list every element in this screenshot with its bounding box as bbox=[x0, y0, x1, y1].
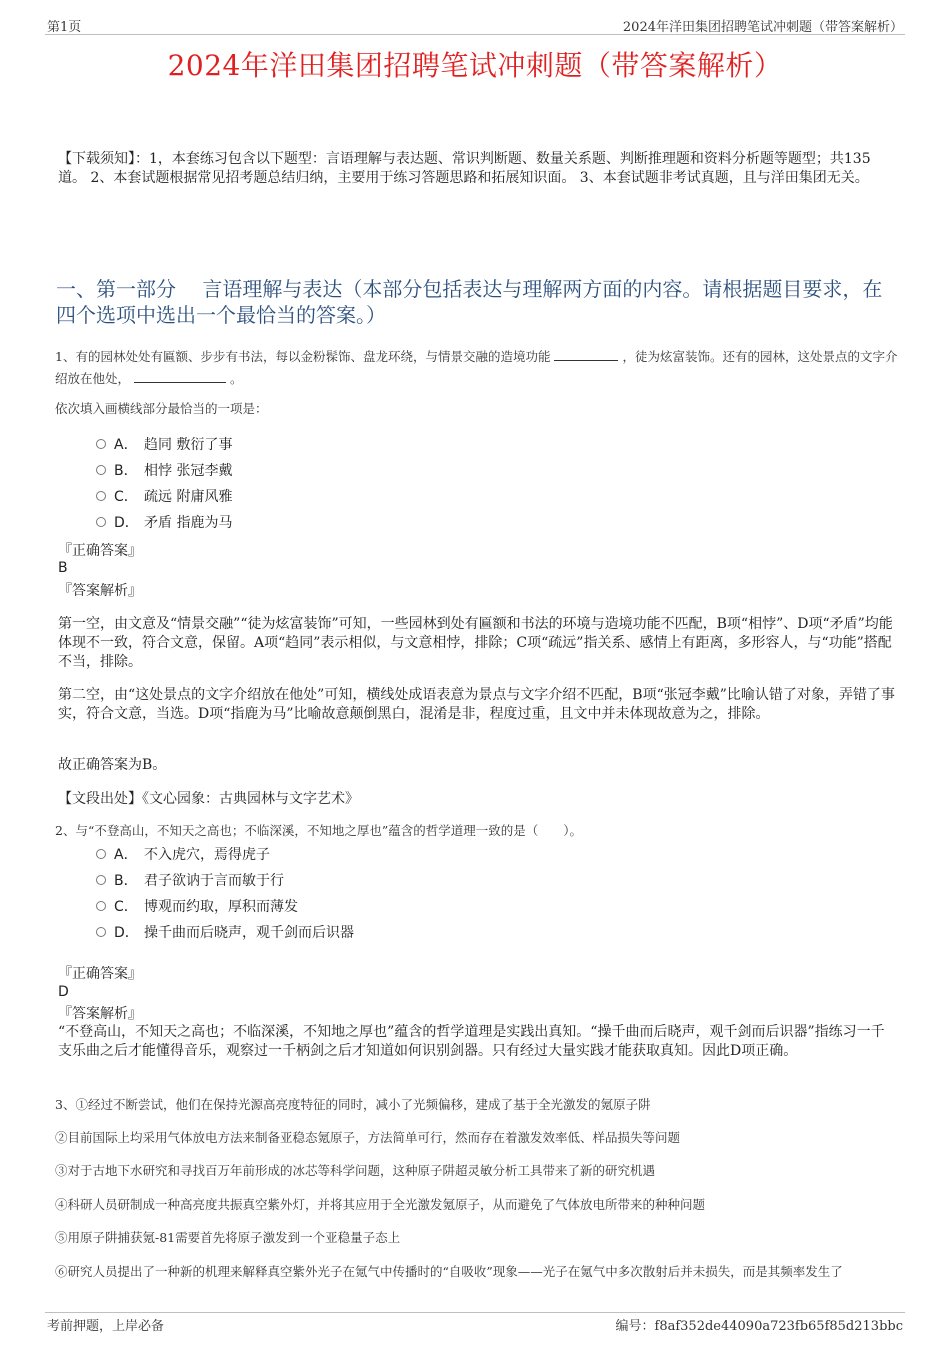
question-1-stem bbox=[55, 346, 898, 390]
footer-serial: 编号：f8af352de44090a723fb65f85d213bbc bbox=[615, 1319, 903, 1334]
question-1-hint: 依次填入画横线部分最恰当的一项是： bbox=[55, 401, 268, 416]
option-b[interactable]: B． 相悖 张冠李戴 bbox=[96, 458, 232, 484]
download-notice: 【下载须知】：1，本套练习包含以下题型：言语理解与表达题、常识判断题、数量关系题、判断推理题和资料分析题等题型；共135道。 2、本套试题根据常见招考题总结归纳，主要用于练习答题思路和拓展知识面。 3、本套试题非考试真题，且与洋田集团无关。 bbox=[58, 151, 871, 186]
fill-blank-1 bbox=[554, 348, 618, 361]
page-number: 第1页 bbox=[47, 20, 82, 35]
q2-answer: D bbox=[58, 984, 69, 1000]
radio-icon[interactable] bbox=[96, 901, 106, 911]
fill-blank-2 bbox=[134, 370, 226, 383]
question-2-options bbox=[96, 842, 354, 946]
page-header bbox=[45, 14, 905, 35]
q1-conclusion: 故正确答案为B。 bbox=[58, 757, 167, 773]
q3-sentence-6: ⑥研究人员提出了一种新的机理来解释真空紫外光子在氪气中传播时的“自吸收”现象——光子在氪气中多次散射后并未损失，而是其频率发生了 bbox=[55, 1264, 843, 1279]
q2-analysis: “不登高山，不知天之高也；不临深溪，不知地之厚也”蕴含的哲学道理是实践出真知。“操千曲而后晓声，观千剑而后识器”指练习一千支乐曲之后才能懂得音乐，观察过一千柄剑之后才知道如何识别剑器。只有经过大量实践才能获取真知。因此D项正确。 bbox=[58, 1024, 885, 1059]
q1-analysis-1: 第一空，由文意及“情景交融”“徒为炫富装饰”可知，一些园林到处有匾额和书法的环境与造境功能不匹配，B项“相悖”、D项“矛盾”均能体现不一致，符合文意，保留。A项“趋同”表示相似，与文意相悖，排除；C项“疏远”指关系、感情上有距离，多形容人，与“功能”搭配不当，排除。 bbox=[58, 616, 893, 670]
option-b[interactable]: B． 君子欲讷于言而敏于行 bbox=[96, 868, 354, 894]
q3-sentence-3: ③对于古地下水研究和寻找百万年前形成的冰芯等科学问题，这种原子阱超灵敏分析工具带来了新的研究机遇 bbox=[55, 1163, 656, 1178]
option-c[interactable]: C． 博观而约取，厚积而薄发 bbox=[96, 894, 354, 920]
q2-analysis-label: 『答案解析』 bbox=[58, 1006, 142, 1022]
radio-icon[interactable] bbox=[96, 849, 106, 859]
q3-sentence-4: ④科研人员研制成一种高亮度共振真空紫外灯，并将其应用于全光激发氪原子，从而避免了气体放电所带来的种种问题 bbox=[55, 1197, 706, 1212]
footer-slogan: 考前押题，上岸必备 bbox=[47, 1319, 165, 1334]
section-title: 一、第一部分 言语理解与表达（本部分包括表达与理解两方面的内容。请根据题目要求，在四个选项中选出一个最恰当的答案。） bbox=[56, 277, 883, 327]
option-c[interactable]: C． 疏远 附庸风雅 bbox=[96, 484, 232, 510]
q1-analysis-2: 第二空，由“这处景点的文字介绍放在他处”可知，横线处成语表意为景点与文字介绍不匹配，B项“张冠李戴”比喻认错了对象，弄错了事实，符合文意，当选。D项“指鹿为马”比喻故意颠倒黑白，混淆是非，程度过重，且文中并未体现故意为之，排除。 bbox=[58, 687, 895, 722]
q3-sentence-1: 3、①经过不断尝试，他们在保持光源高亮度特征的同时，减小了光频偏移，建成了基于全光激发的氪原子阱 bbox=[55, 1097, 651, 1112]
radio-icon[interactable] bbox=[96, 875, 106, 885]
radio-icon[interactable] bbox=[96, 465, 106, 475]
q2-answer-label: 『正确答案』 bbox=[58, 966, 142, 982]
q1-stem-part-b: ，徒为炫富装饰。还有的园林，这处景点的文字介绍放在他处， bbox=[55, 349, 898, 386]
document-title: 2024年洋田集团招聘笔试冲刺题（带答案解析） bbox=[167, 49, 783, 82]
radio-icon[interactable] bbox=[96, 439, 106, 449]
option-d[interactable]: D． 矛盾 指鹿为马 bbox=[96, 510, 232, 536]
page-footer bbox=[45, 1312, 905, 1333]
q3-sentence-2: ②目前国际上均采用气体放电方法来制备亚稳态氪原子，方法简单可行，然而存在着激发效率低、样品损失等问题 bbox=[55, 1130, 681, 1145]
q3-sentence-5: ⑤用原子阱捕获氪-81需要首先将原子激发到一个亚稳量子态上 bbox=[55, 1230, 401, 1245]
question-1-options bbox=[96, 432, 232, 536]
radio-icon[interactable] bbox=[96, 927, 106, 937]
header-doc-name: 2024年洋田集团招聘笔试冲刺题（带答案解析） bbox=[622, 20, 903, 35]
radio-icon[interactable] bbox=[96, 517, 106, 527]
question-2-stem: 2、与“不登高山，不知天之高也；不临深溪，不知地之厚也”蕴含的哲学道理一致的是（ ）。 bbox=[55, 823, 582, 838]
q1-answer: B bbox=[58, 560, 68, 576]
q1-analysis-label: 『答案解析』 bbox=[58, 583, 142, 599]
q1-source: 【文段出处】《文心园象：古典园林与文字艺术》 bbox=[58, 791, 359, 807]
option-a[interactable]: A． 不入虎穴，焉得虎子 bbox=[96, 842, 354, 868]
option-a[interactable]: A． 趋同 敷衍了事 bbox=[96, 432, 232, 458]
q1-stem-part-c: 。 bbox=[230, 371, 243, 386]
radio-icon[interactable] bbox=[96, 491, 106, 501]
q1-answer-label: 『正确答案』 bbox=[58, 543, 142, 559]
option-d[interactable]: D． 操千曲而后晓声，观千剑而后识器 bbox=[96, 920, 354, 946]
q1-stem-part-a: 1、有的园林处处有匾额、步步有书法，每以金粉髹饰、盘龙环绕，与情景交融的造境功能 bbox=[55, 349, 551, 364]
